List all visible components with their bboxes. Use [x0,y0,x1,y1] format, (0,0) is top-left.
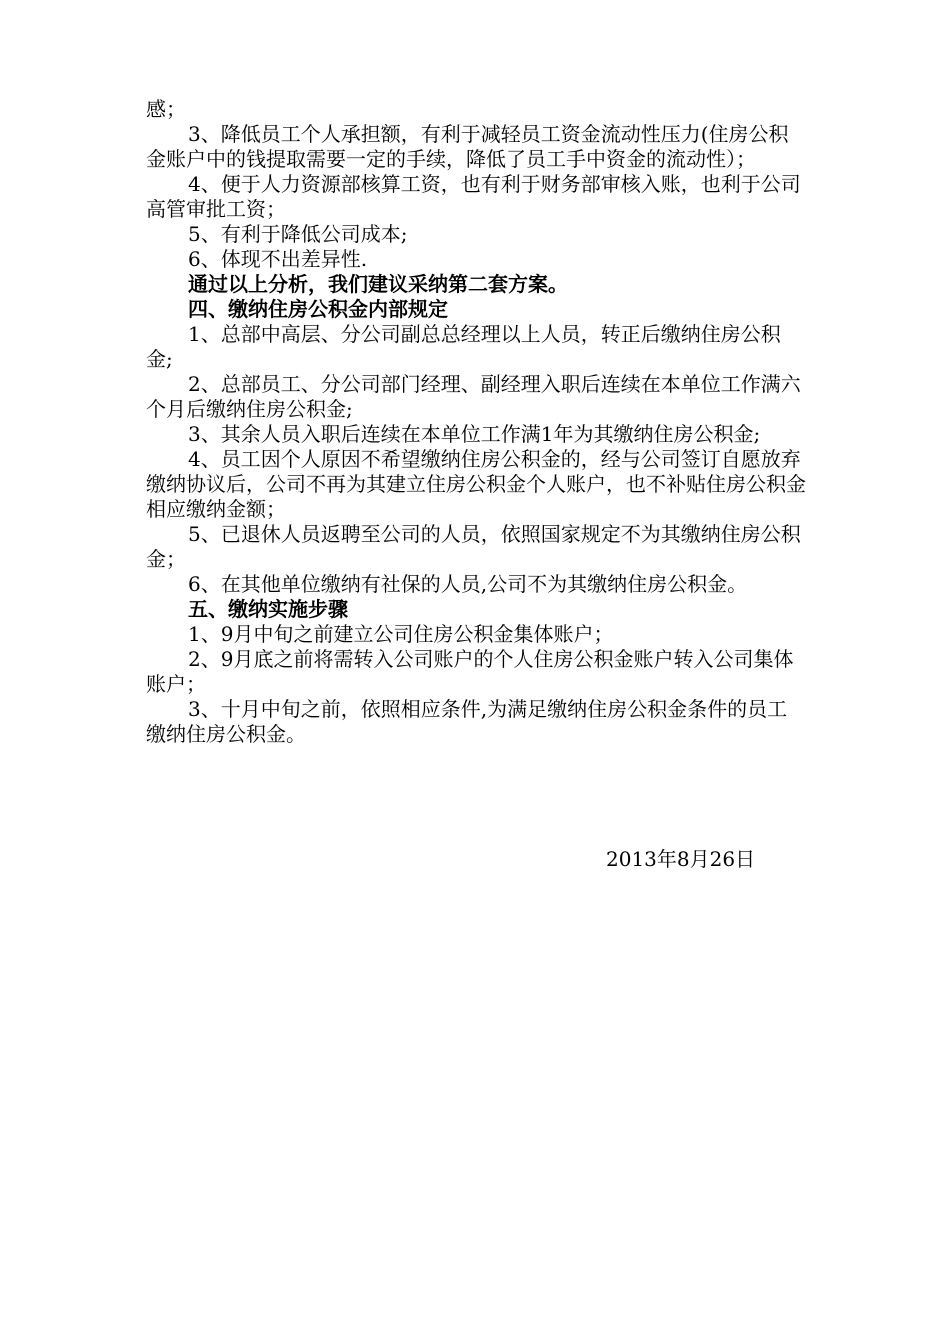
rule-item-6: 6、在其他单位缴纳有社保的人员,公司不为其缴纳住房公积金。 [188,572,748,596]
paragraph-point-4: 4、便于人力资源部核算工资，也有利于财务部审核入账，也利于公司高管审批工资； [146,172,801,221]
rule-item-5: 5、已退休人员返聘至公司的人员，依照国家规定不为其缴纳住房公积金； [146,522,801,571]
step-item-3: 3、十月中旬之前，依照相应条件,为满足缴纳住房公积金条件的员工缴纳住房公积金。 [146,697,788,746]
section-heading-4: 四、缴纳住房公积金内部规定 [188,297,448,321]
paragraph-continuation: 感； [146,97,186,121]
step-item-1: 1、9月中旬之前建立公司住房公积金集体账户； [188,622,614,646]
rule-item-1: 1、总部中高层、分公司副总总经理以上人员，转正后缴纳住房公积金; [146,322,781,371]
paragraph-point-6: 6、体现不出差异性. [188,247,368,271]
document-body [146,97,806,747]
document-date: 2013年8月26日 [606,847,756,871]
step-item-2: 2、9月底之前将需转入公司账户的个人住房公积金账户转入公司集体账户； [146,647,794,696]
paragraph-point-3: 3、降低员工个人承担额，有利于减轻员工资金流动性压力(住房公积金账户中的钱提取需要一定的手续，降低了员工手中资金的流动性）； [146,122,789,171]
rule-item-3: 3、其余人员入职后连续在本单位工作满1年为其缴纳住房公积金; [188,422,761,446]
paragraph-point-5: 5、有利于降低公司成本; [188,222,408,246]
rule-item-4: 4、员工因个人原因不希望缴纳住房公积金的，经与公司签订自愿放弃缴纳协议后，公司不再为其建立住房公积金个人账户，也不补贴住房公积金相应缴纳金额； [146,447,806,521]
rule-item-2: 2、总部员工、分公司部门经理、副经理入职后连续在本单位工作满六个月后缴纳住房公积金; [146,372,801,421]
section-heading-5: 五、缴纳实施步骤 [188,597,348,621]
recommendation-statement: 通过以上分析，我们建议采纳第二套方案。 [188,272,568,296]
